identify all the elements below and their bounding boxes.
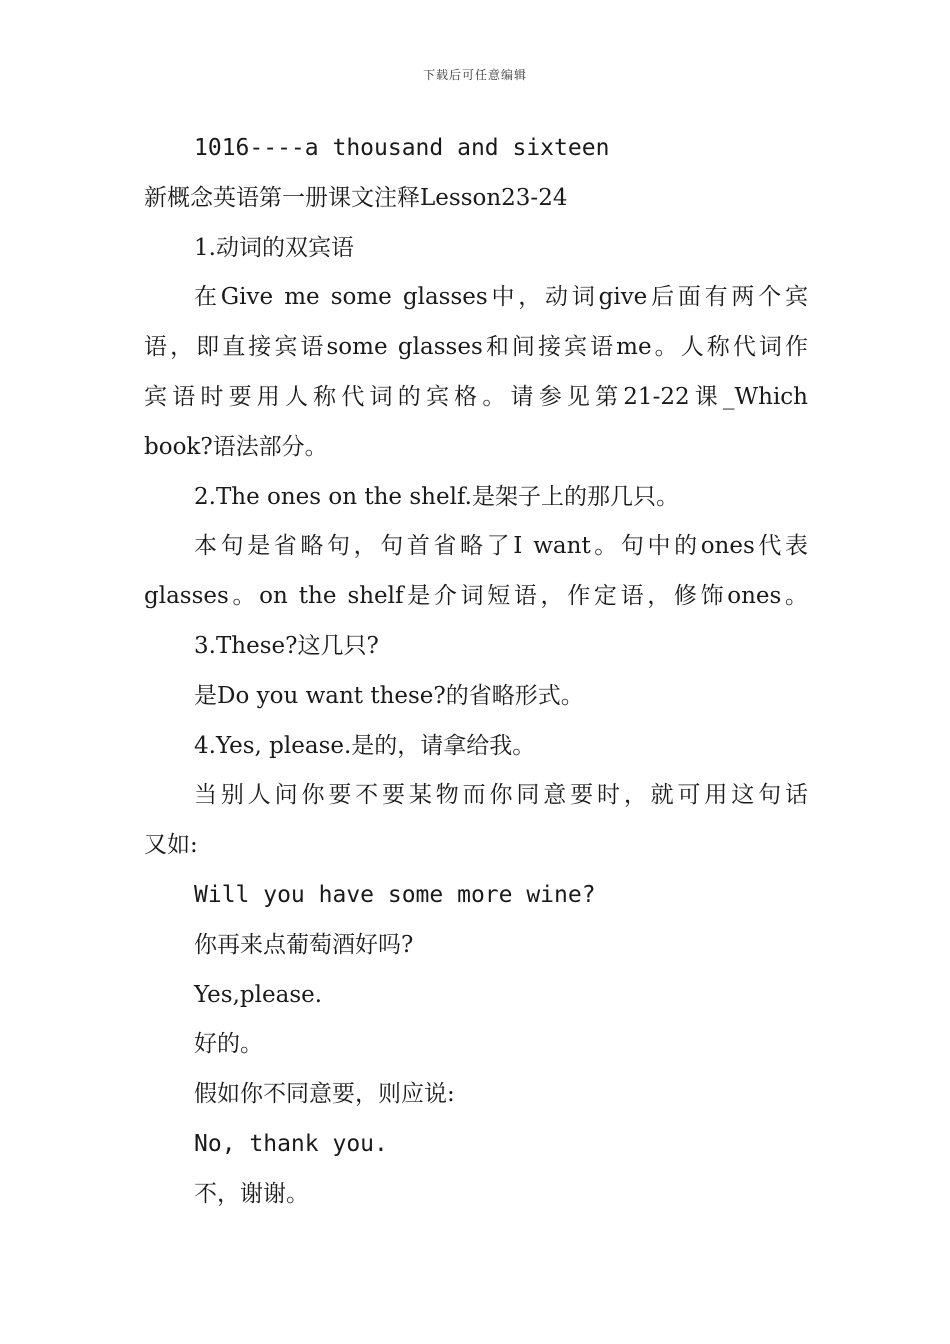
- paragraph-4-line-1: 当别人问你要不要某物而你同意要时，就可用这句话: [194, 782, 808, 809]
- paragraph-1-line-4: book?语法部分。: [144, 433, 328, 460]
- lesson-title: 新概念英语第一册课文注释Lesson23-24: [144, 184, 568, 211]
- paragraph-5-line-1: 假如你不同意要，则应说:: [194, 1081, 455, 1108]
- paragraph-2-line-1: 本句是省略句，句首省略了I want。句中的ones代表: [194, 533, 808, 560]
- section-heading-1: 1.动词的双宾语: [194, 234, 354, 261]
- section-heading-3: 3.These?这几只?: [194, 632, 379, 659]
- example-chinese-2: 好的。: [194, 1031, 263, 1058]
- example-chinese-1: 你再来点葡萄酒好吗?: [194, 931, 414, 958]
- document-body: [144, 124, 808, 1220]
- title-number-line: 1016----a thousand and sixteen: [194, 135, 610, 161]
- paragraph-1-line-1: 在Give me some glasses中，动词give后面有两个宾: [194, 284, 808, 311]
- example-english-3: No, thank you.: [194, 1130, 388, 1157]
- example-english-2: Yes,please.: [194, 981, 323, 1008]
- paragraph-1-line-2: 语，即直接宾语some glasses和间接宾语me。人称代词作: [144, 334, 808, 361]
- example-chinese-3: 不，谢谢。: [194, 1180, 309, 1207]
- paragraph-4-line-2: 又如:: [144, 832, 198, 859]
- example-english-1: Will you have some more wine?: [194, 881, 596, 908]
- paragraph-2-line-2: glasses。on the shelf是介词短语，作定语，修饰ones。: [144, 583, 808, 610]
- paragraph-1-line-3: 宾语时要用人称代词的宾格。请参见第21-22课_Which: [144, 383, 808, 410]
- paragraph-3-line-1: 是Do you want these?的省略形式。: [194, 682, 584, 709]
- section-heading-4: 4.Yes, please.是的，请拿给我。: [194, 732, 536, 759]
- section-heading-2: 2.The ones on the shelf.是架子上的那几只。: [194, 483, 679, 510]
- page-header-note: 下载后可任意编辑: [422, 68, 527, 82]
